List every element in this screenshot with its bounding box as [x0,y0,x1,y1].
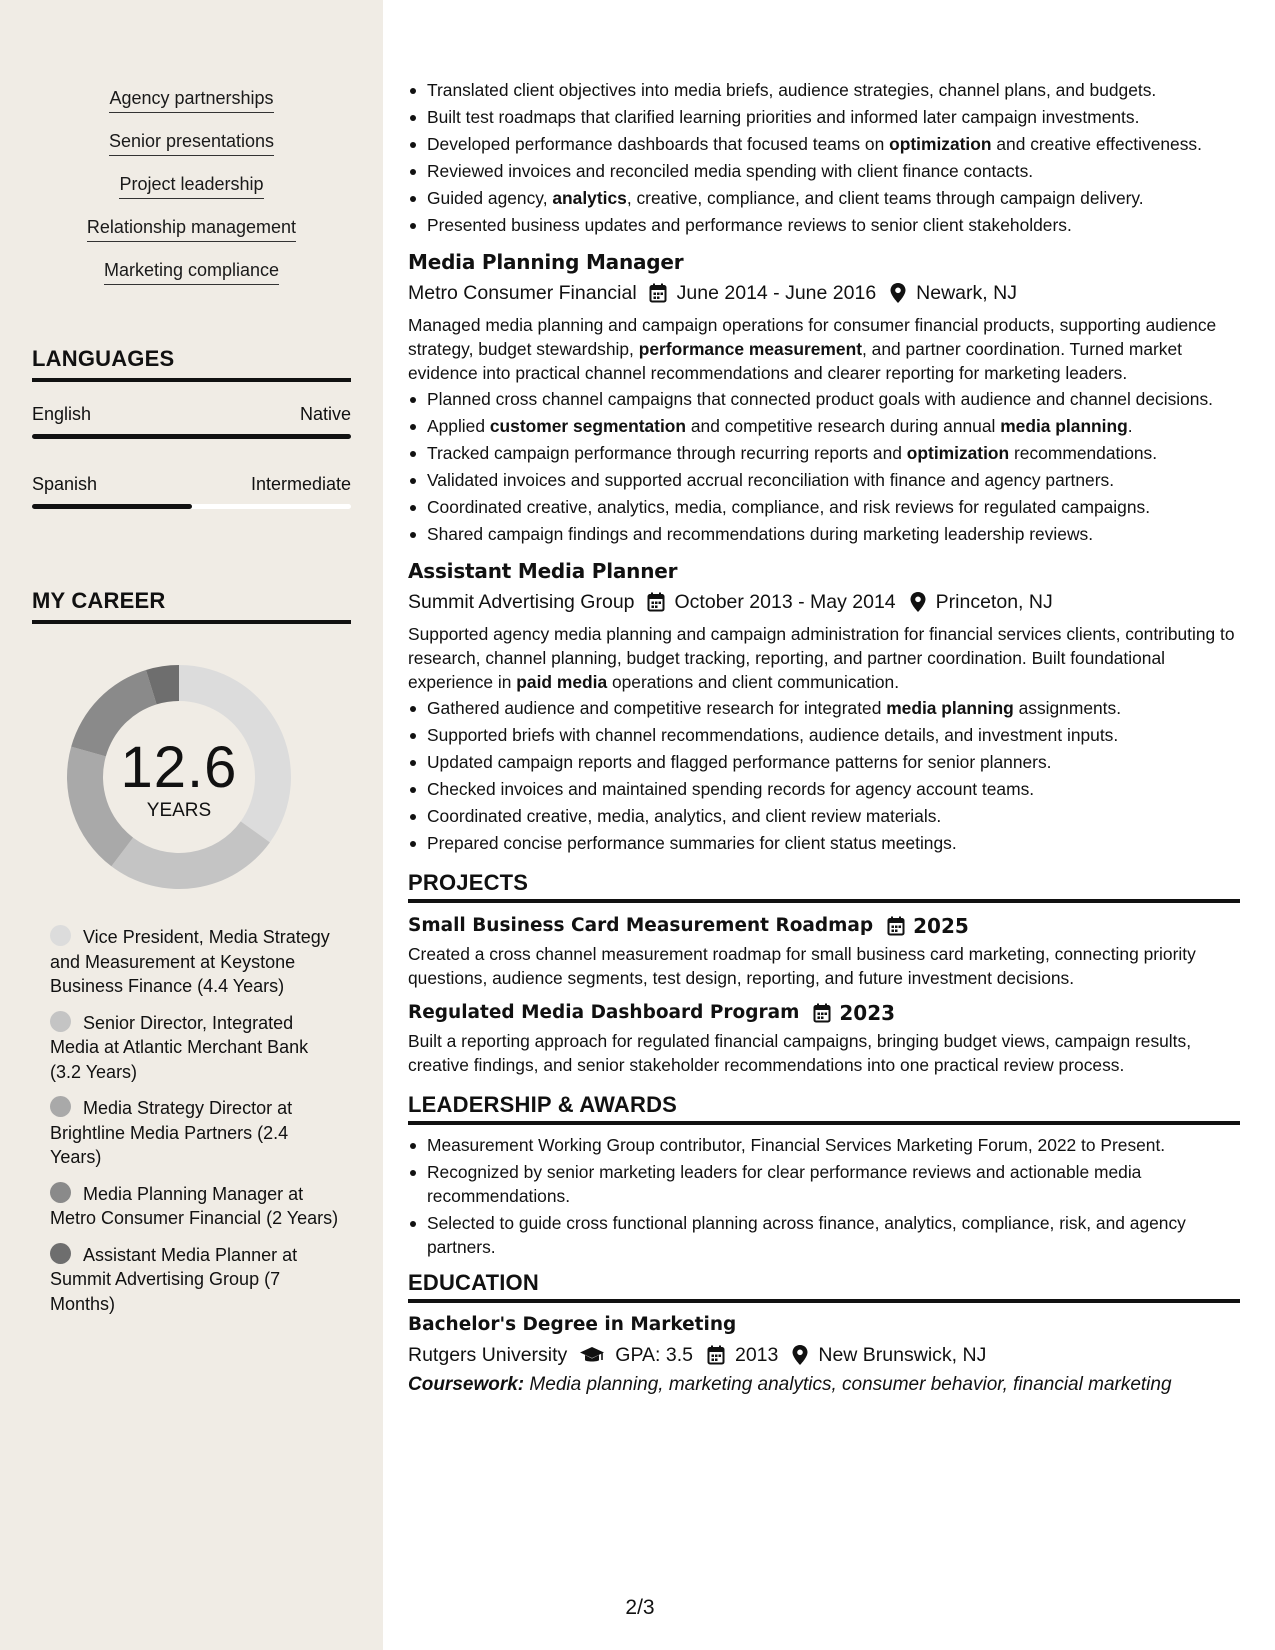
company-name: Metro Consumer Financial [408,282,637,304]
job-location: Princeton, NJ [935,591,1053,613]
bullet-item: Selected to guide cross functional planning across finance, analytics, compliance, risk, and agency partners. [408,1211,1240,1259]
legend-dot [50,1182,71,1203]
education-heading: EDUCATION [408,1271,1240,1303]
skill-item: Senior presentations [109,129,274,156]
language-name: English [32,404,92,424]
job-bullets [408,387,1240,546]
legend-dot [50,1243,71,1264]
bullet-item: Guided agency, analytics, creative, compliance, and client teams through campaign delivery. [408,186,1240,210]
skills-list [0,86,383,301]
job-dates: October 2013 - May 2014 [674,591,896,613]
job-title: Media Planning Manager [408,250,684,274]
language-name: Spanish [32,474,98,494]
bullet-item: Built test roadmaps that clarified learning priorities and informed later campaign investments. [408,105,1240,129]
bullet-item: Supported briefs with channel recommendations, audience details, and investment inputs. [408,723,1240,747]
project-entry [408,1001,1240,1077]
bullet-item: Applied customer segmentation and competitive research during annual media planning. [408,414,1240,438]
job-bullets [408,696,1240,855]
project-title: Small Business Card Measurement Roadmap [408,915,874,936]
calendar-icon [649,283,667,303]
bullet-item: Measurement Working Group contributor, Financial Services Marketing Forum, 2022 to Present. [408,1133,1240,1157]
calendar-icon [707,1345,725,1365]
job-entry [408,250,1240,546]
project-year: 2025 [913,914,969,938]
skill-item: Relationship management [87,215,296,242]
project-description: Built a reporting approach for regulated financial campaigns, bringing budget views, campaign results, creative findings, and senior stakeholder recommendations into one practical review process. [408,1031,1192,1075]
sidebar [0,0,383,1650]
legend-dot [50,925,71,946]
job-summary: Managed media planning and campaign operations for consumer financial products, supporting audience strategy, budget stewardship, performance measurement, and partner coordination. Turned market evidence into practical channel recommendations and clearer reporting for marketing leaders. [408,315,1217,383]
coursework-label: Coursework: [408,1374,525,1395]
main-content [408,78,1240,1397]
education-meta [408,1343,1240,1367]
bullet-item: Translated client objectives into media briefs, audience strategies, channel plans, and budgets. [408,78,1240,102]
language-bar-spanish [32,504,351,509]
school-name: Rutgers University [408,1344,568,1366]
company-name: Summit Advertising Group [408,591,635,613]
project-description: Created a cross channel measurement roadmap for small business card marketing, connecting priority questions, audience segments, test design, reporting, and future investment decisions. [408,944,1196,988]
previous-job-bullets [408,78,1240,237]
language-level: Native [299,404,351,424]
job-meta [408,281,1240,305]
language-row-english [32,404,351,425]
project-year: 2023 [839,1001,896,1025]
location-pin-icon [792,1345,808,1365]
skill-item: Marketing compliance [104,258,279,285]
bullet-item: Reviewed invoices and reconciled media spending with client finance contacts. [408,159,1240,183]
career-legend-item: Assistant Media Planner at Summit Advertising Group (7 Months) [50,1244,298,1314]
leadership-bullets [408,1133,1240,1259]
graduation-year: 2013 [734,1344,779,1366]
legend-dot [50,1011,71,1032]
gpa: GPA: 3.5 [615,1344,693,1366]
donut-segment [111,821,270,889]
bullet-item: Checked invoices and maintained spending records for agency account teams. [408,777,1240,801]
career-total-years: 12.6 [120,735,238,800]
language-level: Intermediate [250,474,351,494]
bullet-item: Presented business updates and performance reviews to senior client stakeholders. [408,213,1240,237]
language-row-spanish [32,474,351,495]
job-entry [408,559,1240,855]
school-location: New Brunswick, NJ [818,1344,987,1366]
career-legend [50,925,340,1328]
bullet-item: Recognized by senior marketing leaders for clear performance reviews and actionable media recommendations. [408,1160,1240,1208]
project-title-row [408,914,1240,938]
coursework [408,1373,1240,1397]
language-bar-fill [32,434,351,439]
job-dates: June 2014 - June 2016 [676,282,877,304]
leadership-heading: LEADERSHIP & AWARDS [408,1093,1240,1125]
calendar-icon [813,1003,831,1023]
career-total-unit: YEARS [146,800,212,821]
career-heading: MY CAREER [32,588,351,624]
job-title: Assistant Media Planner [408,559,678,583]
bullet-item: Coordinated creative, media, analytics, and client review materials. [408,804,1240,828]
bullet-item: Prepared concise performance summaries for client status meetings. [408,831,1240,855]
page-number: 2/3 [625,1596,655,1619]
languages-heading: LANGUAGES [32,346,351,382]
job-meta [408,590,1240,614]
project-title-row [408,1001,1240,1025]
job-summary: Supported agency media planning and campaign administration for financial services clients, contributing to research, channel planning, budget tracking, reporting, and partner coordination. Built foundational experience in paid media operations and client communication. [408,624,1235,692]
bullet-item: Developed performance dashboards that focused teams on optimization and creative effectiveness. [408,132,1240,156]
bullet-item: Validated invoices and supported accrual reconciliation with finance and agency partners. [408,468,1240,492]
language-bar-english [32,434,351,439]
project-title: Regulated Media Dashboard Program [408,1002,800,1023]
projects-heading: PROJECTS [408,871,1240,903]
location-pin-icon [890,283,906,303]
career-legend-item: Media Planning Manager at Metro Consumer Financial (2 Years) [50,1183,339,1228]
skill-item: Project leadership [119,172,263,199]
career-legend-item: Vice President, Media Strategy and Measurement at Keystone Business Finance (4.4 Years) [50,927,330,996]
calendar-icon [647,592,665,612]
language-bar-fill [32,504,192,509]
coursework-text: Media planning, marketing analytics, consumer behavior, financial marketing [529,1374,1172,1395]
bullet-item: Gathered audience and competitive research for integrated media planning assignments. [408,696,1240,720]
bullet-item: Shared campaign findings and recommendations during marketing leadership reviews. [408,522,1240,546]
legend-dot [50,1096,71,1117]
bullet-item: Tracked campaign performance through recurring reports and optimization recommendations. [408,441,1240,465]
bullet-item: Planned cross channel campaigns that connected product goals with audience and channel decisions. [408,387,1240,411]
skill-item: Agency partnerships [109,86,273,113]
degree-title: Bachelor's Degree in Marketing [408,1314,737,1335]
career-legend-item: Senior Director, Integrated Media at Atlantic Merchant Bank (3.2 Years) [50,1012,309,1082]
career-legend-item: Media Strategy Director at Brightline Media Partners (2.4 Years) [50,1098,293,1167]
bullet-item: Coordinated creative, analytics, media, compliance, and risk reviews for regulated campaigns. [408,495,1240,519]
project-entry [408,914,1240,990]
graduation-cap-icon [579,1345,605,1365]
calendar-icon [887,916,905,936]
bullet-item: Updated campaign reports and flagged performance patterns for senior planners. [408,750,1240,774]
job-location: Newark, NJ [916,282,1017,304]
location-pin-icon [910,592,926,612]
